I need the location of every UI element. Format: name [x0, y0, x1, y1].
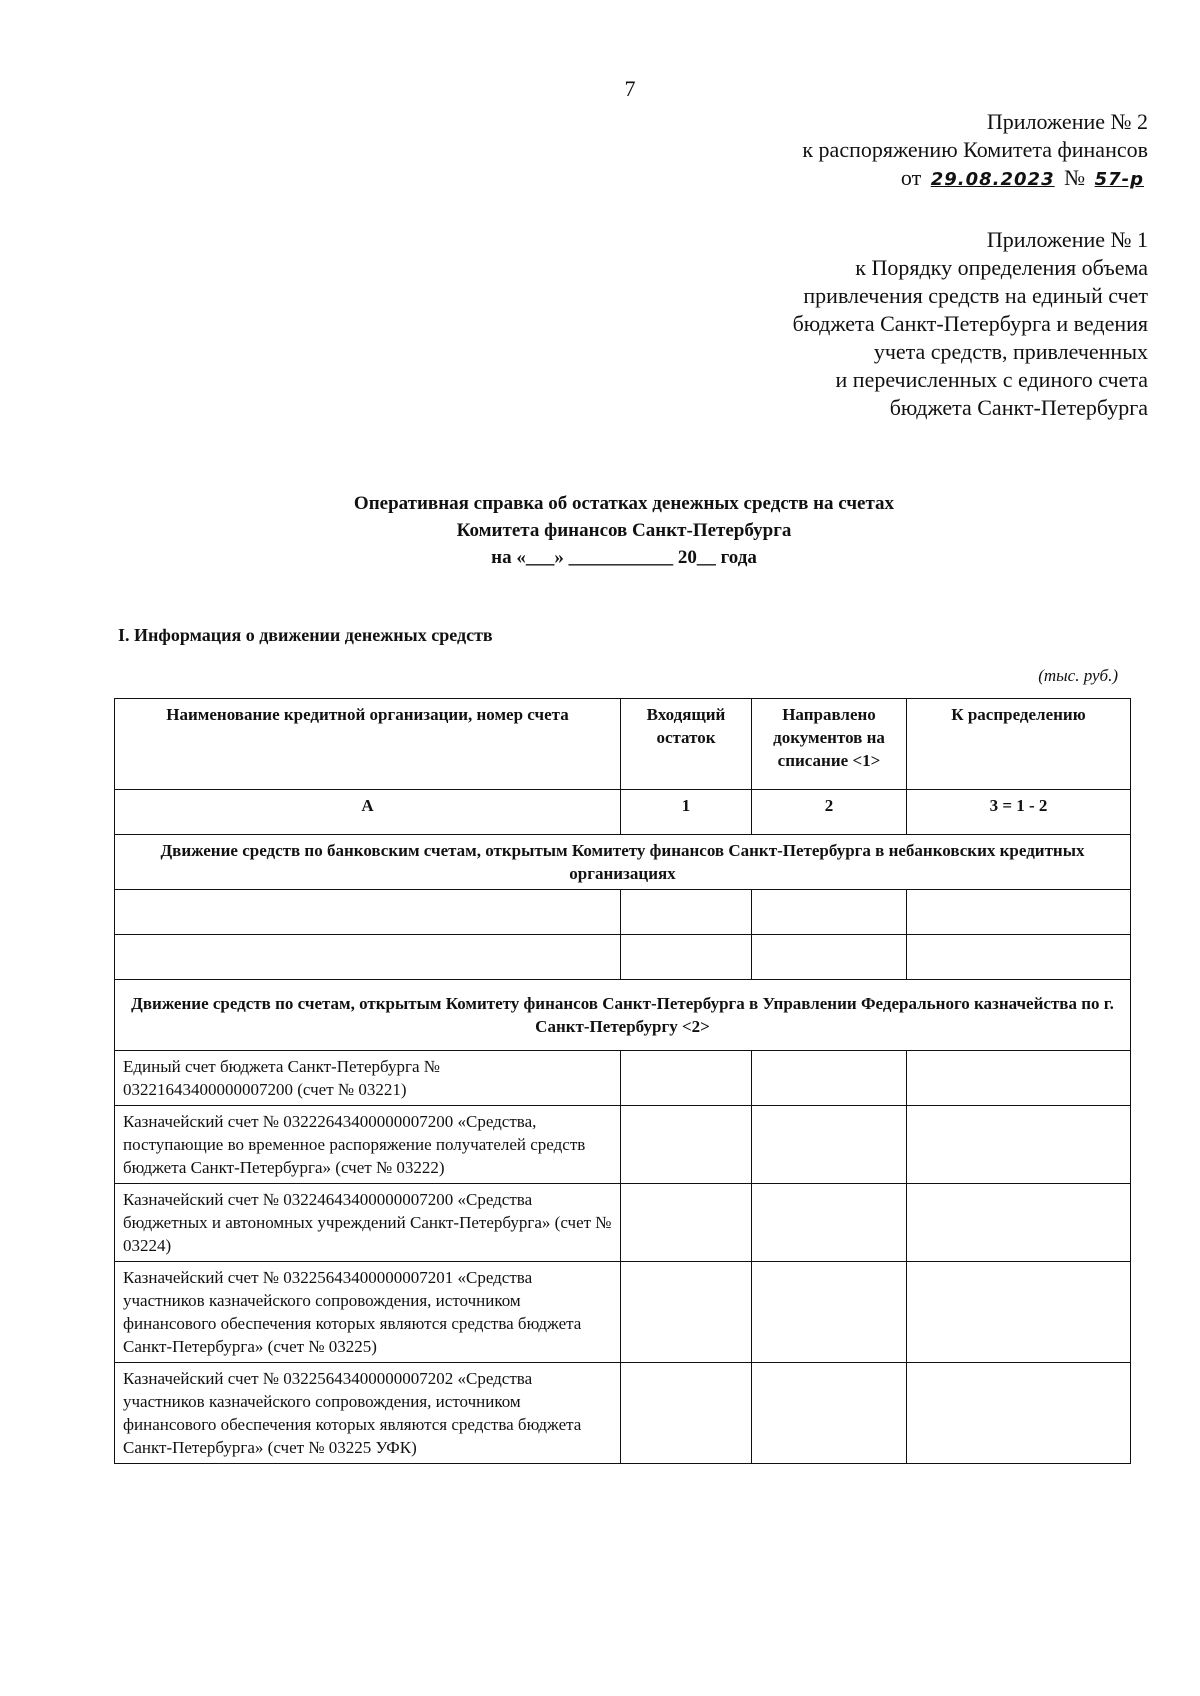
- table-cell: [621, 1262, 752, 1363]
- table-row: [115, 1106, 1131, 1184]
- table-header-row: [115, 699, 1131, 790]
- table-row: [115, 890, 1131, 935]
- table-cell: [907, 1106, 1131, 1184]
- table-row: [115, 935, 1131, 980]
- number-label: №: [1064, 165, 1086, 190]
- table-cell: [907, 1051, 1131, 1106]
- handwritten-date: 29.08.2023: [930, 169, 1055, 190]
- table-row: [115, 1184, 1131, 1262]
- handwritten-number: 57-р: [1094, 169, 1144, 190]
- column-number-cell: 2: [752, 790, 907, 835]
- table-cell: [752, 935, 907, 980]
- table-cell: [752, 1262, 907, 1363]
- column-number-row: [115, 790, 1131, 835]
- appendix-1-line: к Порядку определения объема: [855, 255, 1148, 280]
- table-row: [115, 1051, 1131, 1106]
- table-row: [115, 1363, 1131, 1464]
- table-cell: [752, 1051, 907, 1106]
- table-cell: [752, 1106, 907, 1184]
- appendix-1-block: [793, 226, 1148, 422]
- appendix-2-title: Приложение № 2: [986, 109, 1148, 134]
- appendix-1-line: бюджета Санкт-Петербурга и ведения: [792, 311, 1148, 336]
- table-row: [115, 1262, 1131, 1363]
- balances-table: [114, 698, 1131, 1464]
- appendix-2-block: [802, 108, 1148, 194]
- header-cell: Наименование кредитной организации, номер счета: [115, 699, 621, 790]
- document-title: [0, 490, 1200, 571]
- account-name-cell: Казначейский счет № 03222643400000007200 «Средства, поступающие во временное распоряжение получателей средств бюджета Санкт-Петербурга» (счет № 03222): [115, 1106, 621, 1184]
- units-note: (тыс. руб.): [1038, 666, 1118, 685]
- table-cell: [621, 890, 752, 935]
- header-cell: К распределению: [907, 699, 1131, 790]
- account-name-cell: Казначейский счет № 03224643400000007200 «Средства бюджетных и автономных учреждений Санкт-Петербурга» (счет № 03224): [115, 1184, 621, 1262]
- appendix-1-line: и перечисленных с единого счета: [835, 367, 1148, 392]
- account-name-cell: Казначейский счет № 03225643400000007202 «Средства участников казначейского сопровождения, источником финансового обеспечения которых являются средства бюджета Санкт-Петербурга» (счет № 03225 УФК): [115, 1363, 621, 1464]
- column-number-cell: А: [115, 790, 621, 835]
- table-cell: [621, 1051, 752, 1106]
- table-cell: [907, 935, 1131, 980]
- title-line-1: Оперативная справка об остатках денежных средств на счетах: [353, 493, 895, 514]
- table-cell: [115, 935, 621, 980]
- table-cell: [907, 1363, 1131, 1464]
- group-row-nonbank: [115, 835, 1131, 890]
- title-line-2: Комитета финансов Санкт-Петербурга: [456, 520, 792, 541]
- table-cell: [907, 1184, 1131, 1262]
- appendix-1-line: учета средств, привлеченных: [873, 339, 1148, 364]
- column-number-cell: 3 = 1 - 2: [907, 790, 1131, 835]
- group-heading-cell: Движение средств по банковским счетам, открытым Комитету финансов Санкт-Петербурга в небанковских кредитных организациях: [115, 835, 1131, 890]
- appendix-2-reference: к распоряжению Комитета финансов: [802, 137, 1148, 162]
- table-cell: [907, 1262, 1131, 1363]
- table-cell: [621, 1106, 752, 1184]
- account-name-cell: Казначейский счет № 03225643400000007201 «Средства участников казначейского сопровождения, источником финансового обеспечения которых являются средства бюджета Санкт-Петербурга» (счет № 03225): [115, 1262, 621, 1363]
- table-cell: [752, 890, 907, 935]
- table-cell: [621, 1363, 752, 1464]
- from-label: от: [900, 165, 922, 190]
- group-heading-cell: Движение средств по счетам, открытым Комитету финансов Санкт-Петербурга в Управлении Федерального казначейства по г. Санкт-Петербургу <2>: [115, 980, 1131, 1051]
- table-cell: [752, 1184, 907, 1262]
- table-cell: [907, 890, 1131, 935]
- appendix-2-date-line: [802, 164, 1148, 194]
- title-line-3: на «___» ___________ 20__ года: [491, 547, 757, 568]
- column-number-cell: 1: [621, 790, 752, 835]
- appendix-1-line: Приложение № 1: [986, 227, 1148, 252]
- header-cell: Входящий остаток: [621, 699, 752, 790]
- table-cell: [752, 1363, 907, 1464]
- account-name-cell: Единый счет бюджета Санкт-Петербурга № 03221643400000007200 (счет № 03221): [115, 1051, 621, 1106]
- appendix-1-line: бюджета Санкт-Петербурга: [889, 395, 1148, 420]
- table-cell: [621, 935, 752, 980]
- table-cell: [621, 1184, 752, 1262]
- page-number: 7: [624, 76, 636, 101]
- group-row-treasury: [115, 980, 1131, 1051]
- table-cell: [115, 890, 621, 935]
- header-cell: Направлено документов на списание <1>: [752, 699, 907, 790]
- appendix-1-line: привлечения средств на единый счет: [803, 283, 1148, 308]
- section-heading: I. Информация о движении денежных средств: [118, 625, 493, 645]
